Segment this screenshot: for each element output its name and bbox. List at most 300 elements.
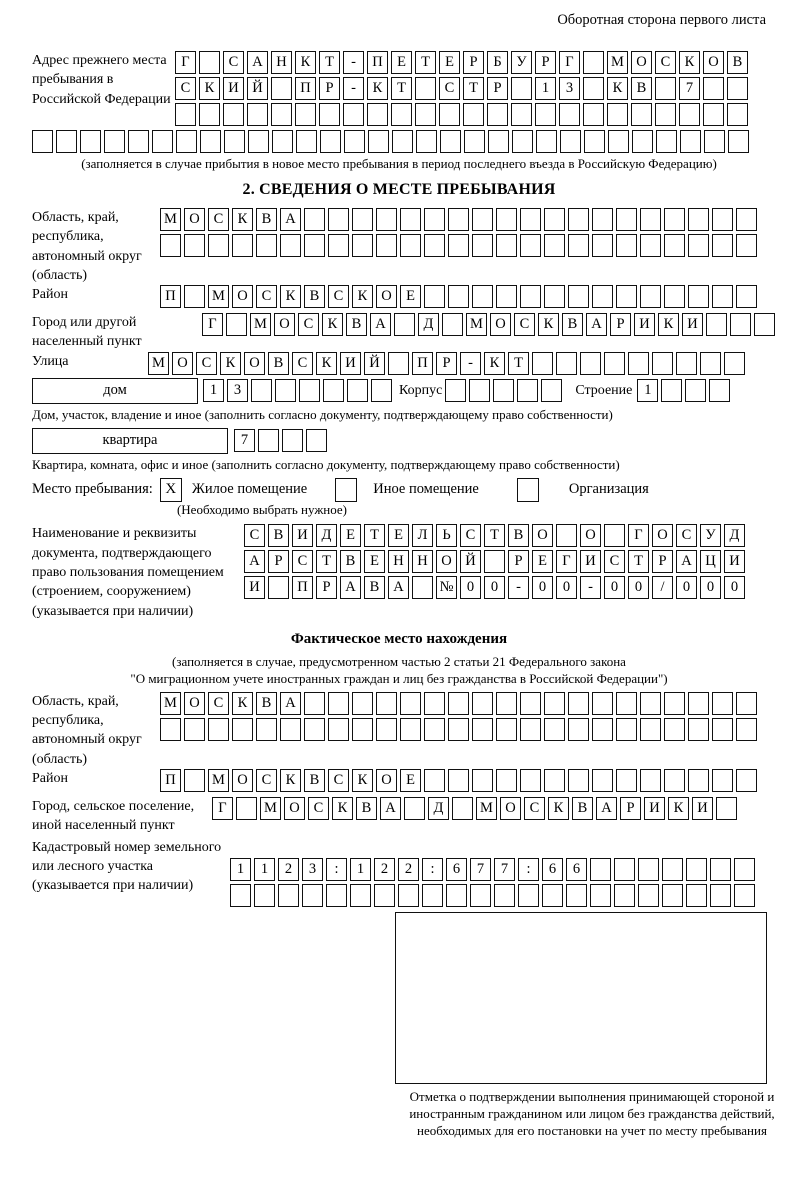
- char-cell[interactable]: [352, 208, 373, 231]
- char-cell[interactable]: [704, 130, 725, 153]
- char-cell[interactable]: [638, 884, 659, 907]
- char-cell[interactable]: [520, 692, 541, 715]
- char-cell[interactable]: [199, 103, 220, 126]
- char-cell[interactable]: В: [268, 524, 289, 547]
- char-cell[interactable]: О: [274, 313, 295, 336]
- char-cell[interactable]: 0: [676, 576, 697, 599]
- char-cell[interactable]: [271, 77, 292, 100]
- char-cell[interactable]: О: [232, 285, 253, 308]
- char-cell[interactable]: [280, 234, 301, 257]
- char-cell[interactable]: К: [484, 352, 505, 375]
- char-cell[interactable]: [415, 77, 436, 100]
- char-cell[interactable]: [520, 234, 541, 257]
- char-cell[interactable]: :: [422, 858, 443, 881]
- char-cell[interactable]: [448, 285, 469, 308]
- char-cell[interactable]: О: [184, 208, 205, 231]
- char-cell[interactable]: [376, 234, 397, 257]
- char-cell[interactable]: В: [268, 352, 289, 375]
- char-cell[interactable]: [472, 234, 493, 257]
- char-cell[interactable]: М: [250, 313, 271, 336]
- char-cell[interactable]: 2: [398, 858, 419, 881]
- char-cell[interactable]: О: [232, 769, 253, 792]
- char-cell[interactable]: [412, 576, 433, 599]
- char-cell[interactable]: [640, 285, 661, 308]
- char-cell[interactable]: [254, 884, 275, 907]
- char-cell[interactable]: [583, 51, 604, 74]
- char-cell[interactable]: Г: [556, 550, 577, 573]
- char-cell[interactable]: Г: [202, 313, 223, 336]
- char-cell[interactable]: И: [634, 313, 655, 336]
- char-cell[interactable]: А: [596, 797, 617, 820]
- char-cell[interactable]: А: [247, 51, 268, 74]
- char-cell[interactable]: А: [340, 576, 361, 599]
- char-cell[interactable]: М: [476, 797, 497, 820]
- char-cell[interactable]: С: [256, 285, 277, 308]
- checkbox-other-premises[interactable]: [335, 478, 357, 502]
- char-cell[interactable]: [664, 208, 685, 231]
- char-cell[interactable]: [424, 769, 445, 792]
- char-cell[interactable]: Е: [391, 51, 412, 74]
- char-cell[interactable]: [631, 103, 652, 126]
- char-cell[interactable]: [688, 718, 709, 741]
- char-cell[interactable]: Л: [412, 524, 433, 547]
- char-cell[interactable]: [424, 234, 445, 257]
- char-cell[interactable]: 1: [230, 858, 251, 881]
- char-cell[interactable]: [736, 285, 757, 308]
- char-cell[interactable]: [700, 352, 721, 375]
- char-cell[interactable]: [128, 130, 149, 153]
- char-cell[interactable]: [400, 208, 421, 231]
- char-cell[interactable]: [688, 692, 709, 715]
- char-cell[interactable]: [592, 692, 613, 715]
- char-cell[interactable]: [469, 379, 490, 402]
- char-cell[interactable]: [344, 130, 365, 153]
- char-cell[interactable]: Д: [418, 313, 439, 336]
- char-cell[interactable]: С: [223, 51, 244, 74]
- char-cell[interactable]: Р: [508, 550, 529, 573]
- char-cell[interactable]: А: [280, 208, 301, 231]
- char-cell[interactable]: [496, 769, 517, 792]
- char-cell[interactable]: [662, 884, 683, 907]
- char-cell[interactable]: Е: [400, 769, 421, 792]
- char-cell[interactable]: В: [304, 769, 325, 792]
- char-cell[interactable]: [728, 130, 749, 153]
- char-cell[interactable]: 0: [484, 576, 505, 599]
- char-cell[interactable]: [688, 208, 709, 231]
- char-cell[interactable]: [536, 130, 557, 153]
- char-cell[interactable]: [662, 858, 683, 881]
- char-cell[interactable]: В: [508, 524, 529, 547]
- char-cell[interactable]: [184, 285, 205, 308]
- char-cell[interactable]: 2: [374, 858, 395, 881]
- char-cell[interactable]: [472, 718, 493, 741]
- char-cell[interactable]: Р: [319, 77, 340, 100]
- char-cell[interactable]: У: [700, 524, 721, 547]
- char-cell[interactable]: [664, 285, 685, 308]
- char-cell[interactable]: [268, 576, 289, 599]
- char-cell[interactable]: А: [676, 550, 697, 573]
- char-cell[interactable]: М: [148, 352, 169, 375]
- char-cell[interactable]: И: [292, 524, 313, 547]
- char-cell[interactable]: [592, 769, 613, 792]
- char-cell[interactable]: Е: [532, 550, 553, 573]
- char-cell[interactable]: [754, 313, 775, 336]
- char-cell[interactable]: А: [586, 313, 607, 336]
- char-cell[interactable]: [568, 769, 589, 792]
- char-cell[interactable]: Ь: [436, 524, 457, 547]
- char-cell[interactable]: [493, 379, 514, 402]
- char-cell[interactable]: [304, 692, 325, 715]
- char-cell[interactable]: К: [232, 692, 253, 715]
- char-cell[interactable]: [446, 884, 467, 907]
- char-cell[interactable]: 7: [470, 858, 491, 881]
- char-cell[interactable]: 0: [460, 576, 481, 599]
- char-cell[interactable]: С: [439, 77, 460, 100]
- char-cell[interactable]: В: [356, 797, 377, 820]
- char-cell[interactable]: [616, 234, 637, 257]
- char-cell[interactable]: П: [160, 769, 181, 792]
- char-cell[interactable]: П: [412, 352, 433, 375]
- char-cell[interactable]: [398, 884, 419, 907]
- char-cell[interactable]: [184, 234, 205, 257]
- char-cell[interactable]: [424, 285, 445, 308]
- char-cell[interactable]: [400, 692, 421, 715]
- char-cell[interactable]: П: [295, 77, 316, 100]
- char-cell[interactable]: [80, 130, 101, 153]
- char-cell[interactable]: О: [631, 51, 652, 74]
- char-cell[interactable]: [544, 718, 565, 741]
- char-cell[interactable]: [104, 130, 125, 153]
- char-cell[interactable]: О: [376, 769, 397, 792]
- char-cell[interactable]: Д: [724, 524, 745, 547]
- char-cell[interactable]: М: [160, 692, 181, 715]
- char-cell[interactable]: [442, 313, 463, 336]
- char-cell[interactable]: [256, 718, 277, 741]
- char-cell[interactable]: [518, 884, 539, 907]
- char-cell[interactable]: Е: [388, 524, 409, 547]
- char-cell[interactable]: [640, 234, 661, 257]
- char-cell[interactable]: [532, 352, 553, 375]
- char-cell[interactable]: [374, 884, 395, 907]
- char-cell[interactable]: [734, 884, 755, 907]
- char-cell[interactable]: [352, 692, 373, 715]
- char-cell[interactable]: Р: [620, 797, 641, 820]
- char-cell[interactable]: [679, 103, 700, 126]
- char-cell[interactable]: 7: [234, 429, 255, 452]
- char-cell[interactable]: [556, 352, 577, 375]
- char-cell[interactable]: В: [304, 285, 325, 308]
- char-cell[interactable]: [160, 234, 181, 257]
- char-cell[interactable]: С: [524, 797, 545, 820]
- char-cell[interactable]: [655, 103, 676, 126]
- char-cell[interactable]: [472, 692, 493, 715]
- char-cell[interactable]: [664, 234, 685, 257]
- char-cell[interactable]: [703, 103, 724, 126]
- char-cell[interactable]: [448, 718, 469, 741]
- char-cell[interactable]: [736, 769, 757, 792]
- char-cell[interactable]: [347, 379, 368, 402]
- char-cell[interactable]: [590, 884, 611, 907]
- char-cell[interactable]: [472, 208, 493, 231]
- char-cell[interactable]: [422, 884, 443, 907]
- char-cell[interactable]: О: [703, 51, 724, 74]
- char-cell[interactable]: [568, 208, 589, 231]
- char-cell[interactable]: [703, 77, 724, 100]
- char-cell[interactable]: В: [562, 313, 583, 336]
- char-cell[interactable]: О: [500, 797, 521, 820]
- char-cell[interactable]: [247, 103, 268, 126]
- char-cell[interactable]: К: [668, 797, 689, 820]
- char-cell[interactable]: 6: [566, 858, 587, 881]
- char-cell[interactable]: В: [256, 692, 277, 715]
- char-cell[interactable]: [319, 103, 340, 126]
- char-cell[interactable]: [232, 234, 253, 257]
- char-cell[interactable]: [730, 313, 751, 336]
- char-cell[interactable]: И: [724, 550, 745, 573]
- char-cell[interactable]: [271, 103, 292, 126]
- char-cell[interactable]: [176, 130, 197, 153]
- char-cell[interactable]: [472, 285, 493, 308]
- char-cell[interactable]: [391, 103, 412, 126]
- char-cell[interactable]: К: [280, 285, 301, 308]
- char-cell[interactable]: [400, 234, 421, 257]
- char-cell[interactable]: [487, 103, 508, 126]
- char-cell[interactable]: [328, 692, 349, 715]
- char-cell[interactable]: [56, 130, 77, 153]
- char-cell[interactable]: [608, 130, 629, 153]
- char-cell[interactable]: [560, 130, 581, 153]
- char-cell[interactable]: [326, 884, 347, 907]
- char-cell[interactable]: Р: [610, 313, 631, 336]
- char-cell[interactable]: [712, 208, 733, 231]
- char-cell[interactable]: [568, 234, 589, 257]
- char-cell[interactable]: [736, 234, 757, 257]
- char-cell[interactable]: -: [460, 352, 481, 375]
- char-cell[interactable]: [736, 692, 757, 715]
- char-cell[interactable]: С: [655, 51, 676, 74]
- char-cell[interactable]: Т: [316, 550, 337, 573]
- char-cell[interactable]: [710, 884, 731, 907]
- char-cell[interactable]: [712, 285, 733, 308]
- char-cell[interactable]: Е: [340, 524, 361, 547]
- char-cell[interactable]: [520, 718, 541, 741]
- char-cell[interactable]: О: [436, 550, 457, 573]
- char-cell[interactable]: [272, 130, 293, 153]
- char-cell[interactable]: [440, 130, 461, 153]
- char-cell[interactable]: Т: [463, 77, 484, 100]
- char-cell[interactable]: [616, 285, 637, 308]
- char-cell[interactable]: К: [232, 208, 253, 231]
- char-cell[interactable]: Р: [436, 352, 457, 375]
- char-cell[interactable]: -: [343, 51, 364, 74]
- char-cell[interactable]: Т: [484, 524, 505, 547]
- char-cell[interactable]: [616, 769, 637, 792]
- char-cell[interactable]: [712, 718, 733, 741]
- char-cell[interactable]: Д: [428, 797, 449, 820]
- char-cell[interactable]: [535, 103, 556, 126]
- char-cell[interactable]: М: [208, 285, 229, 308]
- char-cell[interactable]: [376, 718, 397, 741]
- char-cell[interactable]: [343, 103, 364, 126]
- char-cell[interactable]: [511, 77, 532, 100]
- char-cell[interactable]: [628, 352, 649, 375]
- char-cell[interactable]: [152, 130, 173, 153]
- char-cell[interactable]: [661, 379, 682, 402]
- char-cell[interactable]: 0: [556, 576, 577, 599]
- char-cell[interactable]: О: [172, 352, 193, 375]
- char-cell[interactable]: 1: [350, 858, 371, 881]
- char-cell[interactable]: [352, 234, 373, 257]
- char-cell[interactable]: П: [160, 285, 181, 308]
- char-cell[interactable]: Й: [364, 352, 385, 375]
- char-cell[interactable]: О: [284, 797, 305, 820]
- char-cell[interactable]: В: [572, 797, 593, 820]
- char-cell[interactable]: Г: [212, 797, 233, 820]
- char-cell[interactable]: К: [679, 51, 700, 74]
- char-cell[interactable]: И: [692, 797, 713, 820]
- char-cell[interactable]: [656, 130, 677, 153]
- char-cell[interactable]: [724, 352, 745, 375]
- char-cell[interactable]: [376, 692, 397, 715]
- char-cell[interactable]: [223, 103, 244, 126]
- char-cell[interactable]: [640, 692, 661, 715]
- char-cell[interactable]: С: [328, 769, 349, 792]
- char-cell[interactable]: [352, 718, 373, 741]
- char-cell[interactable]: [592, 234, 613, 257]
- char-cell[interactable]: [520, 285, 541, 308]
- char-cell[interactable]: И: [682, 313, 703, 336]
- char-cell[interactable]: [371, 379, 392, 402]
- char-cell[interactable]: [448, 692, 469, 715]
- char-cell[interactable]: К: [352, 769, 373, 792]
- char-cell[interactable]: [400, 718, 421, 741]
- char-cell[interactable]: К: [548, 797, 569, 820]
- char-cell[interactable]: 0: [724, 576, 745, 599]
- char-cell[interactable]: Т: [415, 51, 436, 74]
- char-cell[interactable]: [394, 313, 415, 336]
- char-cell[interactable]: [685, 379, 706, 402]
- char-cell[interactable]: О: [532, 524, 553, 547]
- char-cell[interactable]: -: [508, 576, 529, 599]
- char-cell[interactable]: [208, 234, 229, 257]
- char-cell[interactable]: О: [490, 313, 511, 336]
- char-cell[interactable]: [208, 718, 229, 741]
- char-cell[interactable]: [248, 130, 269, 153]
- char-cell[interactable]: [544, 285, 565, 308]
- char-cell[interactable]: 3: [227, 379, 248, 402]
- char-cell[interactable]: С: [292, 550, 313, 573]
- char-cell[interactable]: [544, 234, 565, 257]
- char-cell[interactable]: [295, 103, 316, 126]
- char-cell[interactable]: [424, 718, 445, 741]
- char-cell[interactable]: [568, 718, 589, 741]
- char-cell[interactable]: 1: [637, 379, 658, 402]
- char-cell[interactable]: [616, 718, 637, 741]
- char-cell[interactable]: [304, 234, 325, 257]
- char-cell[interactable]: [655, 77, 676, 100]
- char-cell[interactable]: [640, 208, 661, 231]
- char-cell[interactable]: [160, 718, 181, 741]
- char-cell[interactable]: №: [436, 576, 457, 599]
- char-cell[interactable]: С: [460, 524, 481, 547]
- char-cell[interactable]: А: [244, 550, 265, 573]
- char-cell[interactable]: [542, 884, 563, 907]
- char-cell[interactable]: [464, 130, 485, 153]
- char-cell[interactable]: Д: [316, 524, 337, 547]
- char-cell[interactable]: [544, 692, 565, 715]
- char-cell[interactable]: К: [332, 797, 353, 820]
- char-cell[interactable]: К: [322, 313, 343, 336]
- char-cell[interactable]: [583, 77, 604, 100]
- char-cell[interactable]: [517, 379, 538, 402]
- char-cell[interactable]: [175, 103, 196, 126]
- char-cell[interactable]: С: [604, 550, 625, 573]
- char-cell[interactable]: [494, 884, 515, 907]
- char-cell[interactable]: [226, 313, 247, 336]
- char-cell[interactable]: [323, 379, 344, 402]
- char-cell[interactable]: [664, 718, 685, 741]
- char-cell[interactable]: [640, 769, 661, 792]
- char-cell[interactable]: К: [199, 77, 220, 100]
- char-cell[interactable]: Р: [487, 77, 508, 100]
- char-cell[interactable]: С: [676, 524, 697, 547]
- char-cell[interactable]: В: [340, 550, 361, 573]
- char-cell[interactable]: [710, 858, 731, 881]
- char-cell[interactable]: [448, 234, 469, 257]
- char-cell[interactable]: Р: [268, 550, 289, 573]
- char-cell[interactable]: [416, 130, 437, 153]
- char-cell[interactable]: Р: [463, 51, 484, 74]
- char-cell[interactable]: [388, 352, 409, 375]
- char-cell[interactable]: [559, 103, 580, 126]
- char-cell[interactable]: У: [511, 51, 532, 74]
- char-cell[interactable]: 3: [559, 77, 580, 100]
- char-cell[interactable]: [580, 352, 601, 375]
- char-cell[interactable]: Г: [628, 524, 649, 547]
- char-cell[interactable]: Е: [400, 285, 421, 308]
- char-cell[interactable]: Н: [412, 550, 433, 573]
- char-cell[interactable]: 1: [203, 379, 224, 402]
- char-cell[interactable]: [614, 884, 635, 907]
- char-cell[interactable]: 0: [700, 576, 721, 599]
- char-cell[interactable]: К: [295, 51, 316, 74]
- char-cell[interactable]: [496, 718, 517, 741]
- char-cell[interactable]: С: [514, 313, 535, 336]
- char-cell[interactable]: Н: [388, 550, 409, 573]
- char-cell[interactable]: 7: [494, 858, 515, 881]
- char-cell[interactable]: [604, 524, 625, 547]
- char-cell[interactable]: [230, 884, 251, 907]
- char-cell[interactable]: [680, 130, 701, 153]
- char-cell[interactable]: Й: [247, 77, 268, 100]
- char-cell[interactable]: [496, 285, 517, 308]
- char-cell[interactable]: [664, 769, 685, 792]
- char-cell[interactable]: [727, 103, 748, 126]
- char-cell[interactable]: [556, 524, 577, 547]
- char-cell[interactable]: [232, 718, 253, 741]
- char-cell[interactable]: [640, 718, 661, 741]
- char-cell[interactable]: И: [580, 550, 601, 573]
- char-cell[interactable]: М: [260, 797, 281, 820]
- char-cell[interactable]: И: [340, 352, 361, 375]
- char-cell[interactable]: [224, 130, 245, 153]
- char-cell[interactable]: [736, 718, 757, 741]
- char-cell[interactable]: [496, 692, 517, 715]
- char-cell[interactable]: [638, 858, 659, 881]
- char-cell[interactable]: Г: [559, 51, 580, 74]
- char-cell[interactable]: [512, 130, 533, 153]
- char-cell[interactable]: [251, 379, 272, 402]
